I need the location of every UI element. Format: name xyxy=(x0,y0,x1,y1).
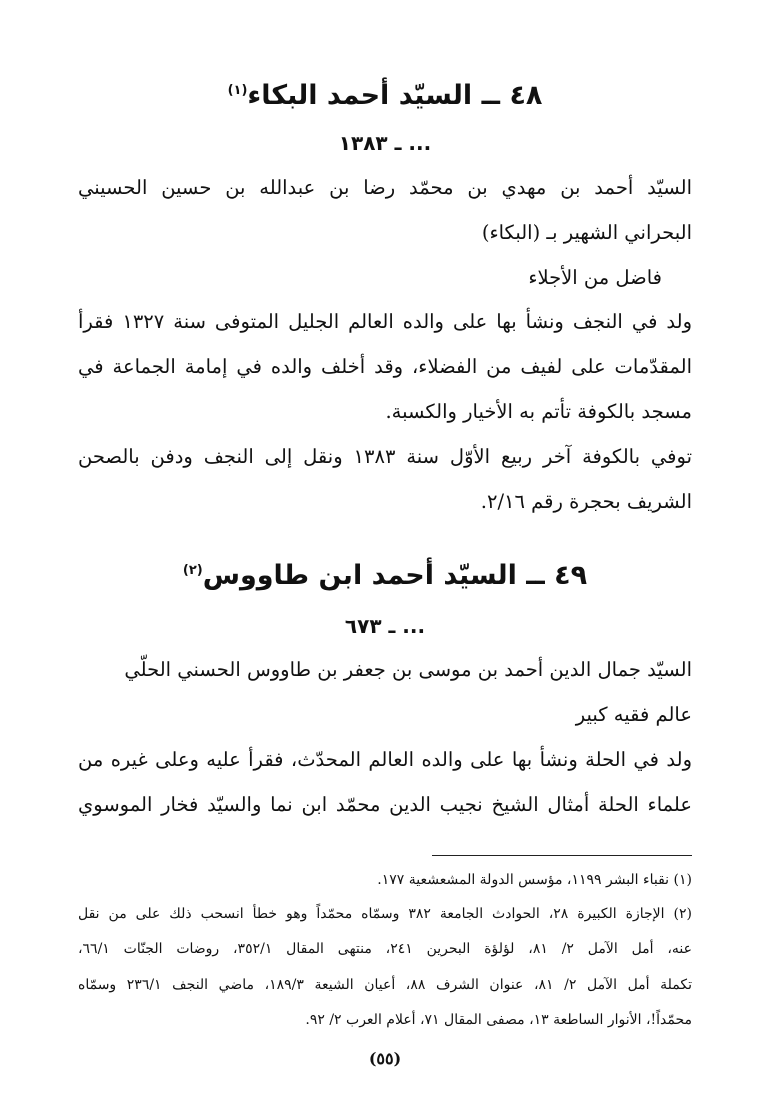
footnote-1: (١) نقباء البشر ١١٩٩، مؤسس الدولة المشعشعية ١٧٧. xyxy=(377,872,692,888)
entry-48-dates: ... ـ ١٣٨٣ xyxy=(338,131,432,155)
footnote-2-line: تكملة أمل الآمل ٢/ ٨١، عنوان الشرف ٨٨، أعيان الشيعة ١٨٩/٣، ماضي النجف ٢٣٦/١ وسمّاه xyxy=(78,977,693,993)
entry-48-line: السيّد أحمد بن مهدي بن محمّد رضا بن عبدالله بن حسين الحسيني xyxy=(78,176,692,199)
entry-49-heading: ٤٩ ــ السيّد أحمد ابن طاووس$^{(٢)}$ xyxy=(182,560,588,591)
entry-49-line: عالم فقيه كبير xyxy=(575,703,692,726)
entry-48-line: الشريف بحجرة رقم ٢/١٦. xyxy=(480,490,692,513)
footnote-ref-2: (٢) xyxy=(182,563,203,578)
entry-49-dates: ... ـ ٦٧٣ xyxy=(344,614,426,638)
entry-48-line: المقدّمات على لفيف من الفضلاء، وقد أخلف والده في إمامة الجماعة في xyxy=(78,355,692,378)
entry-49-line: علماء الحلة أمثال الشيخ نجيب الدين محمّد ابن نما والسيّد فخار الموسوي xyxy=(78,793,692,816)
entry-48-line: البحراني الشهير بـ (البكاء) xyxy=(481,221,692,244)
entry-49-line: السيّد جمال الدين أحمد بن موسى بن جعفر بن طاووس الحسني الحلّي xyxy=(124,658,692,681)
entry-48-line: ولد في النجف ونشأ بها على والده العالم الجليل المتوفى سنة ١٣٢٧ فقرأ xyxy=(78,310,692,333)
entry-48-heading: ٤٨ ــ السيّد أحمد البكاء$^{(١)}$ xyxy=(227,80,543,111)
entry-48-line: توفي بالكوفة آخر ربيع الأوّل سنة ١٣٨٣ ونقل إلى النجف ودفن بالصحن xyxy=(78,445,692,468)
footnote-ref-1: (١) xyxy=(227,83,248,98)
footnote-2-line: محمّداً!، الأنوار الساطعة ١٣، مصفى المقال ٧١، أعلام العرب ٢/ ٩٢. xyxy=(305,1012,692,1028)
entry-48-line: فاضل من الأجلاء xyxy=(528,266,662,289)
footnote-divider xyxy=(432,855,692,856)
page-number: (٥٥) xyxy=(368,1049,402,1068)
footnote-2-line: (٢) الإجازة الكبيرة ٢٨، الحوادث الجامعة ٣٨٢ وسمّاه محمّداً وهو خطأ انسحب ذلك على من نقل xyxy=(78,906,692,922)
entry-48-line: مسجد بالكوفة تأتم به الأخيار والكسبة. xyxy=(385,400,692,423)
footnote-2-line: عنه، أمل الآمل ٢/ ٨١، لؤلؤة البحرين ٢٤١، منتهى المقال ٣٥٢/١، روضات الجنّات ٦٦/١، xyxy=(78,941,692,957)
entry-49-line: ولد في الحلة ونشأ بها على والده العالم المحدّث، فقرأ عليه وعلى غيره من xyxy=(78,748,692,771)
